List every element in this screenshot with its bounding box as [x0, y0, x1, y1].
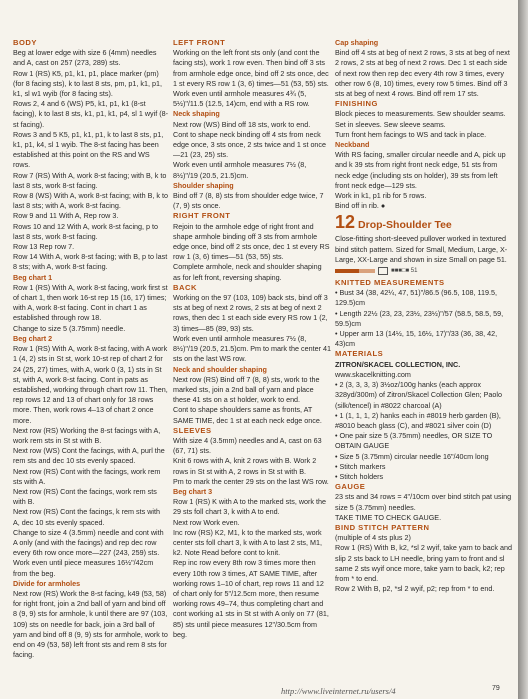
- paragraph: Next row (RS) Cont the facings, work rem sts with B.: [13, 486, 157, 507]
- pattern-number: 12: [335, 212, 356, 233]
- paragraph: Bind off 4 sts at beg of next 2 rows, 3 sts at beg of next 2 rows, 2 sts at beg of next 2 rows. Dec 1 st each side of next row then rep dec every 4th row 3 times, every other row 6 (8, 10) times, every row 5 times. Bind off 3 sts at beg of next 4 rows. Bind off rem 17 sts.: [335, 48, 510, 99]
- paragraph: Rows 3 and 5 K5, p1, k1, p1, k to last 8 sts, p1, k1, p1, k4, sl 1 wyib. The 8-st facing has been established at this point on the RS and WS rows.: [13, 129, 164, 170]
- section-heading: GAUGE: [335, 482, 366, 492]
- paragraph: Working on the 97 (103, 109) back sts, bind off 3 sts at beg of next 2 rows, 2 sts at beg of next 2 rows, then dec 1 st each side every RS row 1 (2, 3) times—85 (89, 93) sts.: [173, 293, 328, 333]
- paragraph: Row 13 Rep row 7.: [13, 242, 75, 252]
- paragraph: Rows 2, 4 and 6 (WS) P5, k1, p1, k1 (8-st facing), k to last 8 sts, k1, p1, k1, p4, sl 1 wyif (8-st facing).: [13, 99, 168, 129]
- paragraph: • One pair size 5 (3.75mm) needles, OR SIZE TO OBTAIN GAUGE: [335, 431, 493, 451]
- paragraph: • Stitch holders: [335, 471, 384, 481]
- paragraph: • Bust 34 (38, 42¼, 47, 51)"/86.5 (96.5, 108, 119.5, 129.5)cm: [335, 288, 497, 308]
- paragraph: Pm to mark the center 29 sts on the last WS row.: [173, 476, 329, 486]
- paragraph: Change to size 5 (3.75mm) needle.: [13, 323, 126, 333]
- skill-label: ■■■□■ 51: [391, 268, 418, 275]
- paragraph: Cont to shape shoulders same as fronts, AT SAME TIME, dec 1 st at each neck edge once.: [173, 405, 322, 425]
- paragraph: Knit 6 rows with A, knit 2 rows with B. Work 2 rows in St st with A, 2 rows in St st with B.: [173, 456, 317, 476]
- column-middle: [173, 38, 331, 640]
- paragraph: With size 4 (3.5mm) needles and A, cast on 63 (67, 71) sts.: [173, 435, 322, 456]
- paragraph: Row 14 With A, work 8-st facing; with B, p to last 8 sts; with A, work 8-st facing.: [13, 252, 168, 272]
- paragraph: Next row (RS) Cont the facings, k rem sts with A, dec 10 sts evenly spaced.: [13, 507, 160, 527]
- subsection-heading: Beg chart 1: [13, 272, 53, 282]
- paragraph: Next row (WS) Bind off 18 sts, work to end.: [173, 119, 311, 129]
- subsection-heading: Neck shaping: [173, 109, 220, 119]
- column-left: [13, 38, 168, 660]
- subsection-heading: Shoulder shaping: [173, 180, 234, 190]
- paragraph: Inc row (RS) K2, M1, k to the marked sts, work center sts foll chart 3, k with A to last 2 sts, M1, k2. Note Read before cont to knit.: [173, 527, 322, 558]
- subsection-heading: Divide for armholes: [13, 578, 81, 588]
- page-ref-icon: [378, 267, 388, 275]
- paragraph: Row 1 (RS) With A, work 8-st facing, work first st of chart 1, then work 16-st rep 15 (16, 17) times; with A, work 8-st facing. Cont in chart 1 as established through row 18.: [13, 282, 168, 323]
- section-heading: BODY: [13, 38, 37, 47]
- paragraph: Rejoin to the armhole edge of right front and shape armhole binding off 3 sts from armhole edge once, bind off 2 sts once, dec 1 st every RS row 1 (3, 6) times—51 (53, 55) sts.: [173, 221, 330, 262]
- subsection-heading: Beg chart 2: [13, 333, 53, 343]
- paragraph: Work in k1, p1 rib for 5 rows.: [335, 191, 427, 201]
- paragraph: Rows 10 and 12 With A, work 8-st facing, p to last 8 sts, work 8-st facing.: [13, 221, 159, 241]
- book-binding: [518, 0, 528, 699]
- paragraph: Work even until armhole measures 7½ (8, 8½)"/19 (20.5, 21.5)cm. Pm to mark the center 41 sts on the last WS row.: [173, 333, 331, 364]
- paragraph: • Stitch markers: [335, 461, 386, 471]
- supplier-name: ZITRON/SKACEL COLLECTION, INC.: [335, 359, 461, 369]
- paragraph: • 2 (3, 3, 3, 3) 3½oz/100g hanks (each approx 328yd/300m) of Zitron/Skacel Collection Glen; Paolo (silk/tencel) in #8022 charcoal (A): [335, 380, 502, 410]
- paragraph: Row 9 and 11 With A, Rep row 3.: [13, 211, 119, 221]
- paragraph: Work even until piece measures 16½"/42cm from the beg.: [13, 558, 154, 578]
- section-heading: RIGHT FRONT: [173, 211, 231, 221]
- section-heading: KNITTED MEASUREMENTS: [335, 278, 445, 288]
- paragraph: Work even until armhole measures 7½ (8, 8½)"/19 (20.5, 21.5)cm.: [173, 160, 307, 180]
- page-number: 79: [492, 685, 500, 692]
- paragraph: 23 sts and 34 rows = 4"/10cm over bind stitch pat using size 5 (3.75mm) needles.: [335, 492, 512, 512]
- paragraph: Change to size 4 (3.5mm) needle and cont with A only (and with the facings) and rep dec row every 6th row once more—227 (243, 259) sts.: [13, 527, 164, 558]
- paragraph: Turn front hem facings to WS and tack in place.: [335, 129, 487, 139]
- section-heading: BIND STITCH PATTERN: [335, 522, 430, 532]
- paragraph: Next row (RS) Cont with the facings, work rem sts with A.: [13, 466, 161, 486]
- paragraph: Row 8 (WS) With A, work 8-st facing; with B, k to last 8 sts; with A, work 8-st facing.: [13, 191, 168, 211]
- paragraph: TAKE TIME TO CHECK GAUGE.: [335, 512, 442, 522]
- paragraph: Rep inc row every 8th row 3 times more then every 10th row 3 times, AT SAME TIME, after working rows 1–10 of chart, rep rows 11 and 12 of chart only for 5"/12.5cm more, then resume working rows 49–74, thus completing chart and cont working a1 sts in St st with A only on 77 (81, 85) sts until piece measures 12"/30.5cm from beg.: [173, 558, 329, 639]
- paragraph: Row 1 (RS) K with A to the marked sts, work the 29 sts foll chart 3, k with A to end.: [173, 497, 326, 517]
- subsection-heading: Neck and shoulder shaping: [173, 364, 267, 374]
- section-heading: LEFT FRONT: [173, 38, 226, 47]
- paragraph: Next row Work even.: [173, 517, 240, 527]
- skill-bar-icon: [335, 269, 375, 273]
- column-right: [335, 38, 513, 594]
- paragraph: Row 1 (RS) K5, p1, k1, p1, place marker (pm) (for 8 facing sts), k to last 8 sts, pm, p1, k1, p1, k1, sl w1 wyib (for 8 facing sts).: [13, 68, 163, 99]
- subsection-heading: Beg chart 3: [173, 486, 213, 496]
- paragraph: Working on the left front sts only (and cont the facing sts), work 1 row even. Then bind off 3 sts from armhole edge once, bind off 2 sts once, dec 1 st every RS row 1 (3, 6) times—51 (53, 55) sts. Work even until armhole measures 4¾ (5, 5½)"/11.5 (12.5, 14)cm, end with a RS row.: [173, 48, 329, 109]
- paragraph: • Size 5 (3.75mm) circular needle 16"/40cm long: [335, 451, 489, 461]
- section-heading: SLEEVES: [173, 425, 212, 435]
- paragraph: Next row (WS) Cont the facings, with A, purl the rem sts and dec 10 sts evenly spaced.: [13, 446, 165, 466]
- supplier-url: www.skacelknitting.com: [335, 369, 411, 379]
- paragraph: Row 1 (RS) With A, work 8-st facing, with A work 1 (4, 2) sts in St st, work 10-st rep of chart 2 for 24 (25, 27) times, with A, work 0 (3, 1) sts in St st, with A, work 8-st facing. Cont in pats as established, working through chart row 11. Then, rep rows 12 and 13 of chart only for 18 rows more. Then, work rows 4–13 of chart 2 once more.: [13, 344, 168, 425]
- paragraph: Next row (RS) Working the 8-st facings with A, work rem sts in St st with B.: [13, 425, 161, 445]
- paragraph: Close-fitting short-sleeved pullover worked in textured bind stitch pattern. Sized for Small, Medium, Large, X-Large, XX-Large and shown in size Small on page 51.: [335, 234, 508, 264]
- section-heading: MATERIALS: [335, 349, 384, 359]
- section-heading: FINISHING: [335, 99, 378, 109]
- paragraph: Bind off 7 (8, 8) sts from shoulder edge twice, 7 (7, 9) sts once.: [173, 191, 324, 211]
- subsection-heading: Neckband: [335, 140, 370, 150]
- watermark-url: http://www.liveinternet.ru/users/4: [281, 686, 396, 696]
- section-heading: BACK: [173, 282, 197, 292]
- subsection-heading: Cap shaping: [335, 38, 379, 47]
- paragraph: Next row (RS) Bind off 7 (8, 8) sts, work to the marked sts, join a 2nd ball of yarn and place these 41 sts on a st holder, work to end.: [173, 374, 320, 405]
- paragraph: Row 1 (RS) With B, k2, *sl 2 wyif, take yarn to back and slip 2 sts back to LH needle, bring yarn to front and sl same 2 sts wyif once more, take yarn to back, k2; rep from * to end.: [335, 543, 512, 583]
- paragraph: Complete armhole, neck and shoulder shaping as for left front, reversing shaping.: [173, 262, 322, 282]
- paragraph: With RS facing, smaller circular needle and A, pick up and k 39 sts from right front neck edge, 51 sts from neck edge (including sts on holder), 39 sts from left front neck edge—129 sts.: [335, 150, 506, 190]
- paragraph: Row 7 (RS) With A, work 8-st facing; with B, k to last 8 sts, work 8-st facing.: [13, 170, 167, 190]
- paragraph: Next row (RS) Work the 8-st facing, k49 (53, 58) for right front, join a 2nd ball of yarn and bind off 8 (9, 9) sts for armhole, k until there are 97 (103, 109) sts on needle for back, join a 3rd ball of yarn and bind off 8 (9, 9) sts for armhole, work to end on 49 (53, 58) left front sts and rem 8 sts for facing.: [13, 588, 168, 660]
- paragraph: • Length 22½ (23, 23, 23½, 23½)"/57 (58.5, 58.5, 59, 59.5)cm: [335, 308, 504, 328]
- paragraph: Cont to shape neck binding off 4 sts from neck edge once, 3 sts once, 2 sts twice and 1 st once—21 (23, 25) sts.: [173, 129, 327, 160]
- paragraph: • 1 (1, 1, 1, 2) hanks each in #8019 herb garden (B), #8010 beach glass (C), and #8021 silver coin (D): [335, 410, 501, 430]
- paragraph: • Upper arm 13 (14½, 15, 16½, 17)"/33 (36, 38, 42, 43)cm: [335, 329, 498, 349]
- pattern-name: Drop-Shoulder Tee: [358, 219, 452, 232]
- pattern-title: [335, 213, 513, 234]
- paragraph: (multiple of 4 sts plus 2): [335, 533, 411, 543]
- paragraph: Row 2 With B, p2, *sl 2 wyif, p2; rep from * to end.: [335, 584, 495, 594]
- skill-level-indicator: [335, 267, 513, 275]
- paragraph: Beg at lower edge with size 6 (4mm) needles and A, cast on 257 (273, 289) sts.: [13, 48, 157, 68]
- paragraph: Bind off in rib. ●: [335, 201, 386, 211]
- paragraph: Block pieces to measurements. Sew shoulder seams. Set in sleeves. Sew sleeve seams.: [335, 109, 506, 129]
